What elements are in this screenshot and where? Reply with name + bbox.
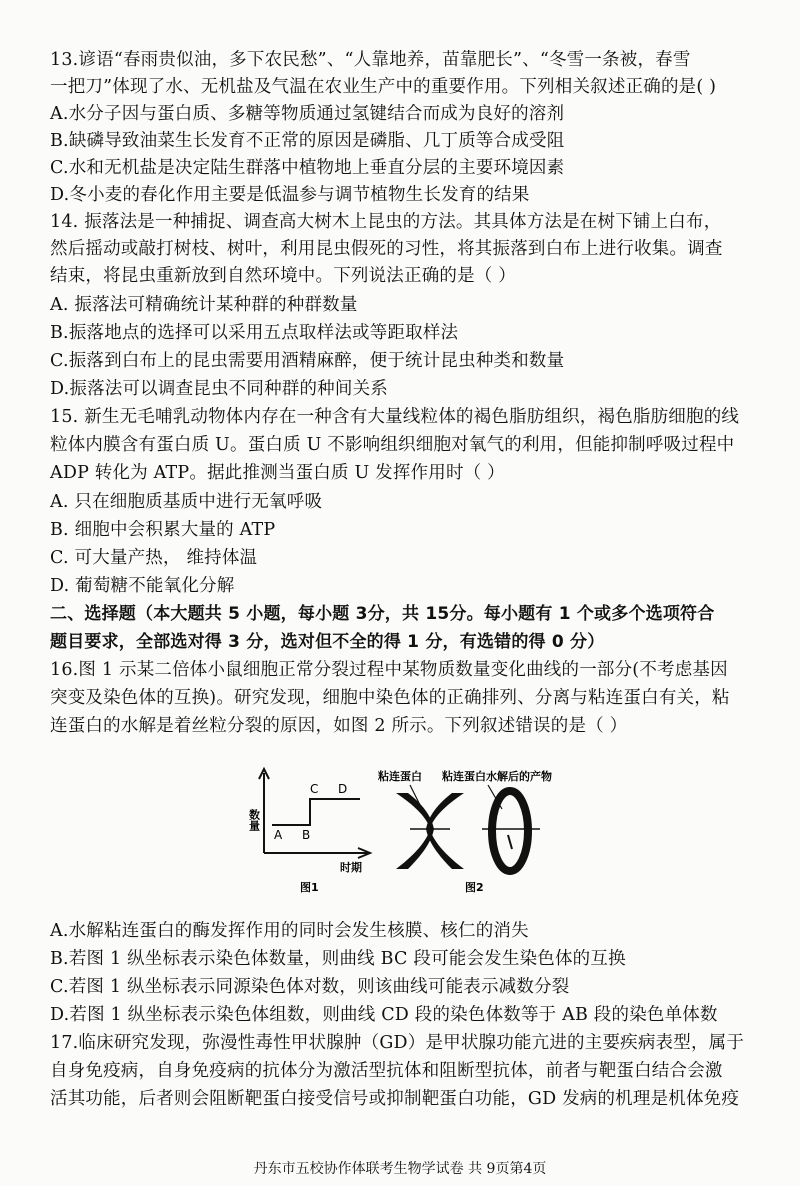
text-line: A. 只在细胞质基质中进行无氧呼吸 [50, 492, 323, 512]
text-line: C.若图 1 纵坐标表示同源染色体对数，则该曲线可能表示减数分裂 [50, 977, 570, 997]
text-line: 15. 新生无毛哺乳动物体内存在一种含有大量线粒体的褐色脂肪组织，褐色脂肪细胞的线 [50, 407, 740, 427]
text-line: A. 振落法可精确统计某种群的种群数量 [50, 295, 358, 315]
text-line: B.若图 1 纵坐标表示染色体数量，则曲线 BC 段可能会发生染色体的互换 [50, 949, 626, 969]
text-line: 13.谚语“春雨贵似油，多下农民愁”、“人靠地养，苗靠肥长”、“冬雪一条被，春雪 [50, 50, 691, 70]
text-line: A.水解粘连蛋白的酶发挥作用的同时会发生核膜、核仁的消失 [50, 921, 529, 941]
page-footer: 丹东市五校协作体联考生物学试卷 共 9页第4页 [253, 1161, 547, 1177]
text-line: B. 细胞中会积累大量的 ATP [50, 520, 276, 540]
section-heading: 二、选择题（本大题共 5 小题，每小题 3分，共 15分。每小题有 1 个或多个选项符合 [50, 604, 715, 624]
text-line: 16.图 1 示某二倍体小鼠细胞正常分裂过程中某物质数量变化曲线的一部分(不考虑基因 [50, 660, 728, 680]
text-line: 然后摇动或敲打树枝、树叶，利用昆虫假死的习性，将其振落到白布上进行收集。调查 [50, 239, 723, 259]
text-line: C. 可大量产热， 维持体温 [50, 548, 258, 568]
text-line: A.水分子因与蛋白质、多糖等物质通过氢键结合而成为良好的溶剂 [50, 104, 565, 124]
figure-svg [247, 765, 580, 905]
text-line: D.若图 1 纵坐标表示染色体组数，则曲线 CD 段的染色体数等于 AB 段的染色单体数 [50, 1005, 718, 1025]
y-axis-label: 数量 [247, 809, 261, 831]
curve-line [272, 799, 360, 825]
point-a-label: A [274, 828, 283, 842]
figure-1-caption: 图1 [300, 881, 319, 894]
text-line: 自身免疫病，自身免疫病的抗体分为激活型抗体和阻断型抗体，前者与靶蛋白结合会激 [50, 1061, 723, 1081]
text-line: 突变及染色体的互换)。研究发现，细胞中染色体的正确排列、分离与粘连蛋白有关，粘 [50, 688, 730, 708]
text-line: ADP 转化为 ATP。据此推测当蛋白质 U 发挥作用时（ ） [50, 463, 505, 483]
text-line: 一把刀”体现了水、无机盐及气温在农业生产中的重要作用。下列相关叙述正确的是( ) [50, 77, 717, 97]
text-line: D.振落法可以调查昆虫不同种群的种间关系 [50, 379, 388, 399]
text-line: D. 葡萄糖不能氧化分解 [50, 576, 235, 596]
text-line: C.水和无机盐是决定陆生群落中植物地上垂直分层的主要环境因素 [50, 158, 565, 178]
figure-1 [248, 769, 371, 894]
text-line: 14. 振落法是一种捕捉、调查高大树木上昆虫的方法。其具体方法是在树下铺上白布， [50, 212, 722, 232]
figure-2 [377, 769, 552, 894]
question-figure [247, 765, 580, 905]
text-line: 17.临床研究发现，弥漫性毒性甲状腺肿（GD）是甲状腺功能亢进的主要疾病表型，属于 [50, 1033, 745, 1053]
point-b-label: B [302, 828, 311, 842]
text-line: 活其功能，后者则会阻断靶蛋白接受信号或抑制靶蛋白功能，GD 发病的机理是机体免疫 [50, 1089, 740, 1109]
point-c-label: C [310, 782, 319, 796]
text-line: C.振落到白布上的昆虫需要用酒精麻醉，便于统计昆虫种类和数量 [50, 351, 565, 371]
x-axis-label: 时期 [340, 861, 362, 874]
section-heading: 题目要求，全部选对得 3 分，选对但不全的得 1 分，有选错的得 0 分） [50, 632, 605, 652]
text-line: B.振落地点的选择可以采用五点取样法或等距取样法 [50, 323, 459, 343]
text-line: B.缺磷导致油菜生长发育不正常的原因是磷脂、几丁质等合成受阻 [50, 131, 565, 151]
text-line: 粒体内膜含有蛋白质 U。蛋白质 U 不影响组织细胞对氧气的利用，但能抑制呼吸过程中 [50, 435, 735, 455]
separated-chromatids [492, 791, 528, 871]
cleavage-products-label: 粘连蛋白水解后的产物 [442, 770, 552, 783]
cleavage-mark [508, 835, 512, 849]
cohesin-label: 粘连蛋白 [378, 770, 422, 783]
text-line: 结束，将昆虫重新放到自然环境中。下列说法正确的是（ ） [50, 266, 516, 286]
figure-2-caption: 图2 [465, 881, 484, 894]
text-line: 连蛋白的水解是着丝粒分裂的原因，如图 2 所示。下列叙述错误的是（ ） [50, 716, 628, 736]
text-line: D.冬小麦的春化作用主要是低温参与调节植物生长发育的结果 [50, 185, 530, 205]
point-d-label: D [338, 782, 348, 796]
